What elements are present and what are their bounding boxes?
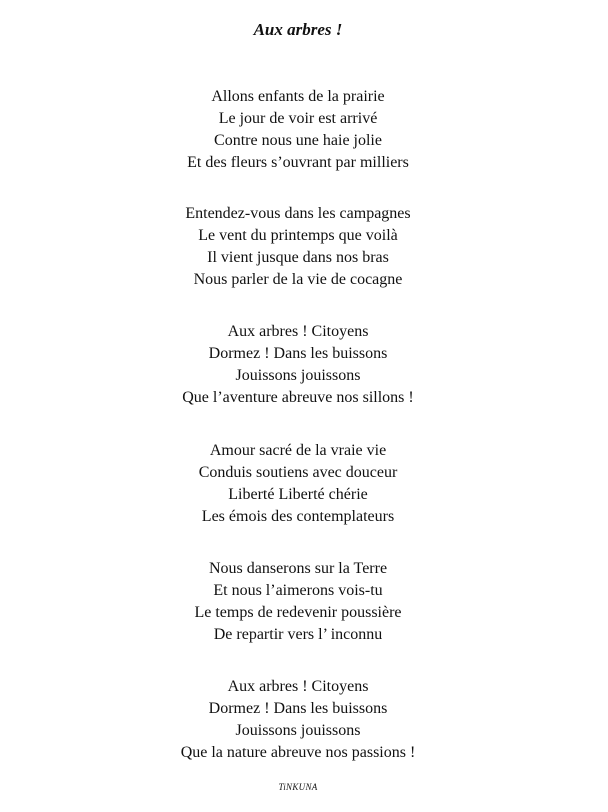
stanza-4 xyxy=(0,440,596,528)
verse-line: Les émois des contemplateurs xyxy=(201,508,395,525)
verse-line: Et nous l’aimerons vois-tu xyxy=(213,582,383,599)
verse-line: Dormez ! Dans les buissons xyxy=(208,700,388,717)
stanza-6-refrain xyxy=(0,676,596,764)
verse-line: Amour sacré de la vraie vie xyxy=(209,442,387,459)
verse-line: Aux arbres ! Citoyens xyxy=(227,678,369,695)
verse-line: Entendez-vous dans les campagnes xyxy=(185,205,411,222)
verse-line: Que la nature abreuve nos passions ! xyxy=(180,744,416,761)
stanza-2 xyxy=(0,203,596,291)
verse-line: Que l’aventure abreuve nos sillons ! xyxy=(182,389,414,406)
author-signature: TiNKUNA xyxy=(278,782,318,792)
verse-line: Aux arbres ! Citoyens xyxy=(227,323,369,340)
verse-line: Liberté Liberté chérie xyxy=(228,486,368,503)
stanza-5 xyxy=(0,558,596,646)
verse-line: Jouissons jouissons xyxy=(235,722,361,739)
verse-line: Allons enfants de la prairie xyxy=(211,88,385,105)
verse-line: Le temps de redevenir poussière xyxy=(194,604,402,621)
verse-line: Contre nous une haie jolie xyxy=(214,132,382,149)
verse-line: Il vient jusque dans nos bras xyxy=(207,249,389,266)
verse-line: Nous danserons sur la Terre xyxy=(208,560,388,577)
verse-line: Le vent du printemps que voilà xyxy=(198,227,398,244)
poem-title: Aux arbres ! xyxy=(253,20,343,39)
verse-line: De repartir vers l’ inconnu xyxy=(213,626,383,643)
verse-line: Le jour de voir est arrivé xyxy=(218,110,378,127)
verse-line: Conduis soutiens avec douceur xyxy=(198,464,398,481)
verse-line: Jouissons jouissons xyxy=(235,367,361,384)
verse-line: Nous parler de la vie de cocagne xyxy=(193,271,403,288)
verse-line: Dormez ! Dans les buissons xyxy=(208,345,388,362)
stanza-1 xyxy=(0,86,596,174)
stanza-3-refrain xyxy=(0,321,596,409)
verse-line: Et des fleurs s’ouvrant par milliers xyxy=(187,154,409,171)
